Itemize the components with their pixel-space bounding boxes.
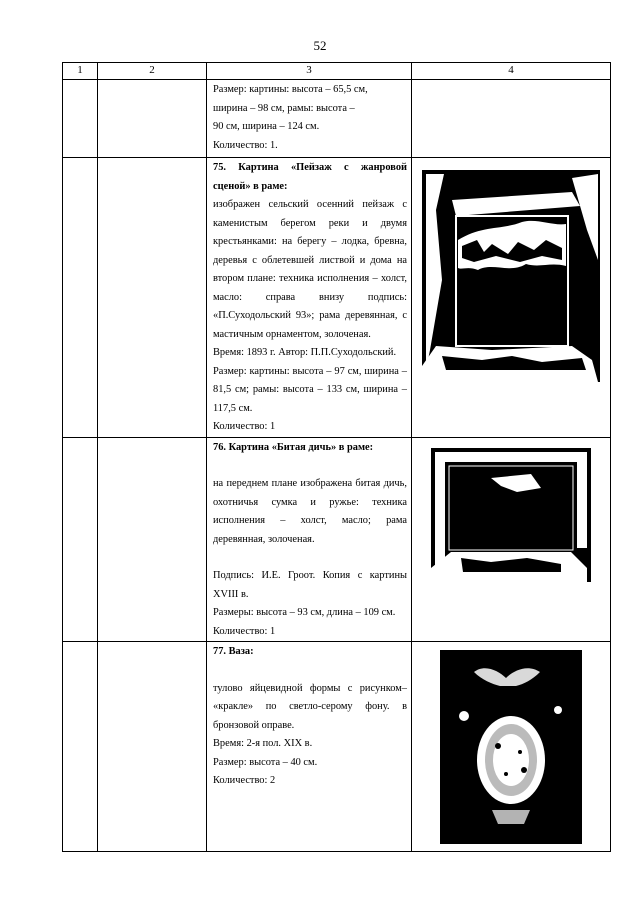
item-title: 76. Картина «Битая дичь» в раме: <box>213 441 374 453</box>
table-row <box>63 642 611 852</box>
description-line: Количество: 1. <box>213 139 278 151</box>
description-cell <box>207 642 412 852</box>
photo-cell <box>412 158 611 438</box>
description-line: 90 см, ширина – 124 см. <box>213 121 320 132</box>
vase-photo <box>440 650 582 844</box>
painting-landscape-photo <box>422 170 600 382</box>
description-line: Количество: 2 <box>213 775 276 786</box>
description-cell <box>207 158 412 438</box>
description-line <box>213 549 407 567</box>
description-cell <box>207 80 412 158</box>
description-text: на переднем плане изображена битая дичь, охотничья сумка и ружье: техника исполнения – холст, масло; рама деревянная, золоченая. <box>213 478 407 545</box>
page-number: 52 <box>313 38 327 53</box>
description-line <box>213 662 407 680</box>
column-header: 3 <box>207 63 412 80</box>
description-text: тулово яйцевидной формы с рисунком– «кракле» по светло-серому фону. в бронзовой оправе. <box>213 682 407 731</box>
painting-game-photo <box>431 448 591 582</box>
table-row <box>63 437 611 642</box>
description-line: Размер: картины: высота – 97 см, ширина – 81,5 см; рамы: высота – 133 см, ширина – 117,5 см. <box>213 365 407 414</box>
column-header: 2 <box>98 63 207 80</box>
column-header: 1 <box>63 63 98 80</box>
item-title: 75. Картина «Пейзаж с жанровой сценой» в раме: <box>213 162 407 192</box>
inventory-table <box>62 62 611 852</box>
description-cell <box>207 437 412 642</box>
description-text: изображен сельский осенний пейзаж с каменистым берегом реки и двумя крестьянками: на берегу – лодка, бревна, деревья с облетевшей листвой и дома на втором плане: техника исполнения – холст, масло: справа внизу подпись: «П.Суходольский 93»; рама деревянная, с мастичным орнаментом, золоченая. <box>213 199 407 340</box>
table-row <box>63 158 611 438</box>
photo-cell <box>412 642 611 852</box>
column-header: 4 <box>412 63 611 80</box>
description-line: Размеры: высота – 93 см, длина – 109 см. <box>213 607 396 618</box>
description-line: Размер: высота – 40 см. <box>213 756 318 768</box>
table-header-row <box>63 63 611 80</box>
description-line: Количество: 1 <box>213 421 276 432</box>
description-line: Количество: 1 <box>213 625 276 637</box>
description-line: ширина – 98 см, рамы: высота – <box>213 102 355 114</box>
description-line: Время: 2-я пол. XIX в. <box>213 738 313 749</box>
table-row <box>63 80 611 158</box>
photo-cell <box>412 437 611 642</box>
item-title: 77. Ваза: <box>213 646 254 657</box>
description-line: Подпись: И.Е. Гроот. Копия с картины XVIII в. <box>213 570 407 600</box>
description-line: Время: 1893 г. Автор: П.П.Суходольский. <box>213 347 397 358</box>
description-line: Размер: картины: высота – 65,5 см, <box>213 84 368 95</box>
